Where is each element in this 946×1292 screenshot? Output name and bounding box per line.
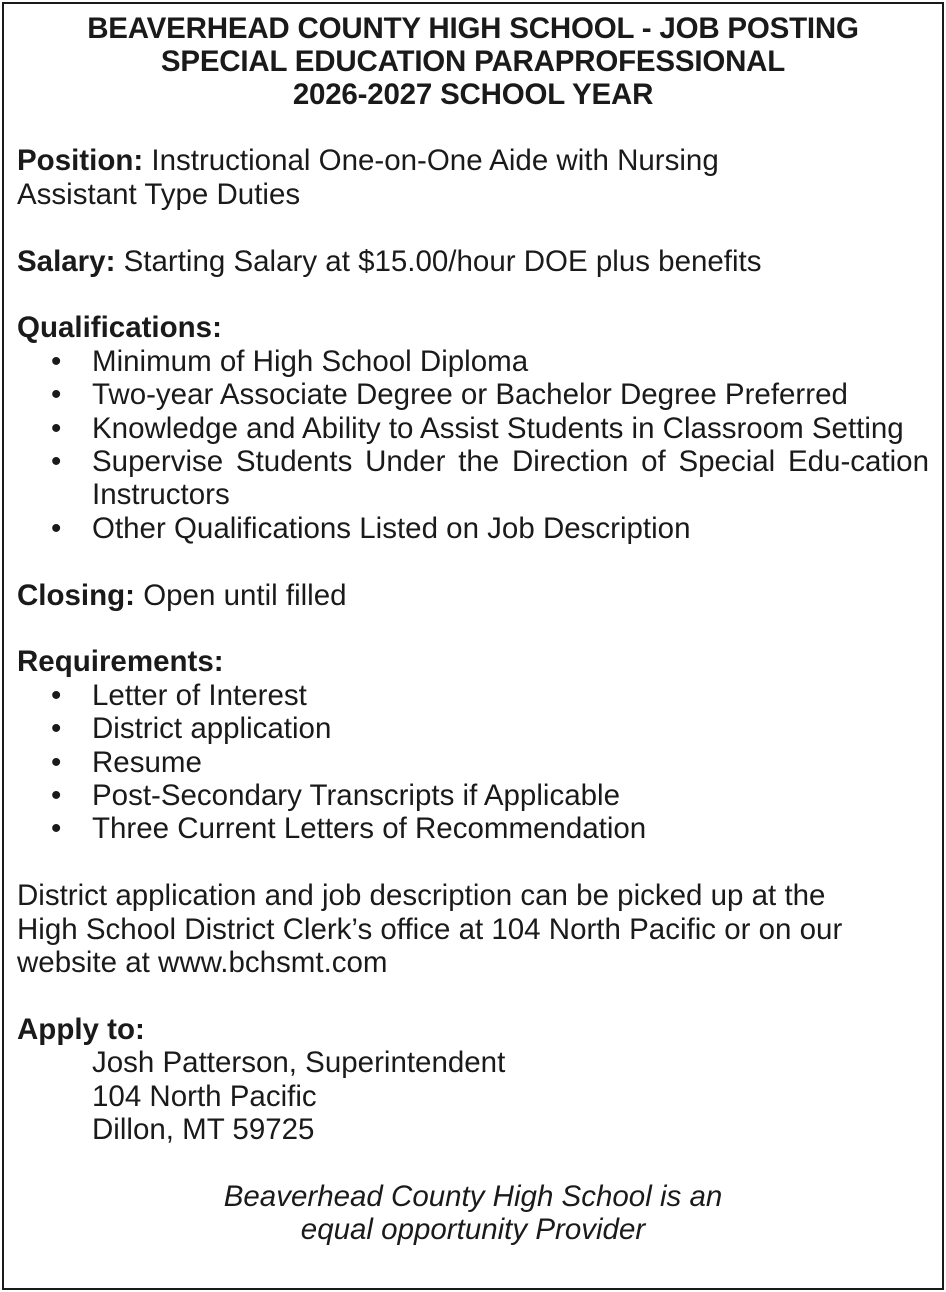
list-item: • Three Current Letters of Recommendation: [51, 812, 647, 846]
list-item: • Post-Secondary Transcripts if Applicable: [51, 779, 620, 813]
apply-city: Dillon, MT 59725: [92, 1113, 315, 1147]
closing-value: Open until filled: [143, 578, 347, 612]
posting-header: [17, 12, 929, 111]
list-item: • Resume: [51, 745, 202, 779]
job-posting: [17, 12, 929, 1247]
qualifications-section: [17, 311, 929, 545]
position-section: [17, 144, 929, 211]
bullet-icon: •: [51, 511, 62, 545]
bullet-icon: •: [51, 812, 62, 846]
position-value-line1: Instructional One-on-One Aide with Nursing: [151, 144, 719, 178]
bullet-icon: •: [51, 411, 62, 445]
bullet-icon: •: [51, 712, 62, 746]
requirements-list: [17, 679, 929, 846]
bullet-icon: •: [51, 779, 62, 813]
closing-label: Closing:: [17, 578, 135, 612]
list-item: • Minimum of High School Diploma: [51, 344, 529, 378]
bullet-icon: •: [51, 445, 62, 479]
apply-label: Apply to:: [17, 1012, 145, 1046]
requirements-section: [17, 645, 929, 845]
qualifications-label: Qualifications:: [17, 311, 222, 345]
list-item: • District application: [51, 712, 332, 746]
bullet-icon: •: [51, 344, 62, 378]
position-label: Position:: [17, 144, 144, 178]
list-item: • Other Qualifications Listed on Job Description: [51, 511, 691, 545]
footer-line1: Beaverhead County High School is an: [223, 1179, 723, 1213]
application-notice: [17, 879, 929, 979]
qualifications-list: [17, 345, 929, 545]
salary-value: Starting Salary at $15.00/hour DOE plus benefits: [123, 244, 762, 278]
list-item: • Two-year Associate Degree or Bachelor Degree Preferred: [51, 378, 848, 412]
apply-section: [17, 1013, 929, 1147]
list-item: • Supervise Students Under the Direction of Special Edu-cation Instructors: [51, 445, 929, 512]
position-value-line2: Assistant Type Duties: [17, 177, 301, 211]
apply-name: Josh Patterson, Superintendent: [92, 1046, 506, 1080]
footer-line2: equal opportunity Provider: [300, 1213, 646, 1247]
list-item: • Knowledge and Ability to Assist Students in Classroom Setting: [51, 411, 904, 445]
header-school-year: 2026-2027 SCHOOL YEAR: [292, 78, 654, 111]
notice-line2: High School District Clerk’s office at 104 North Pacific or on our: [17, 912, 843, 946]
list-item: • Letter of Interest: [51, 678, 307, 712]
notice-line3: website at www.bchsmt.com: [17, 946, 388, 980]
apply-street: 104 North Pacific: [92, 1079, 317, 1113]
notice-line1: District application and job description can be picked up at the: [17, 879, 826, 913]
bullet-icon: •: [51, 678, 62, 712]
salary-label: Salary:: [17, 244, 116, 278]
closing-section: [17, 579, 929, 612]
salary-section: [17, 245, 929, 278]
requirements-label: Requirements:: [17, 645, 224, 679]
bullet-icon: •: [51, 745, 62, 779]
header-position: SPECIAL EDUCATION PARAPROFESSIONAL: [160, 45, 786, 78]
equal-opportunity-statement: [17, 1180, 929, 1247]
bullet-icon: •: [51, 378, 62, 412]
header-title: BEAVERHEAD COUNTY HIGH SCHOOL - JOB POSTING: [87, 12, 859, 45]
